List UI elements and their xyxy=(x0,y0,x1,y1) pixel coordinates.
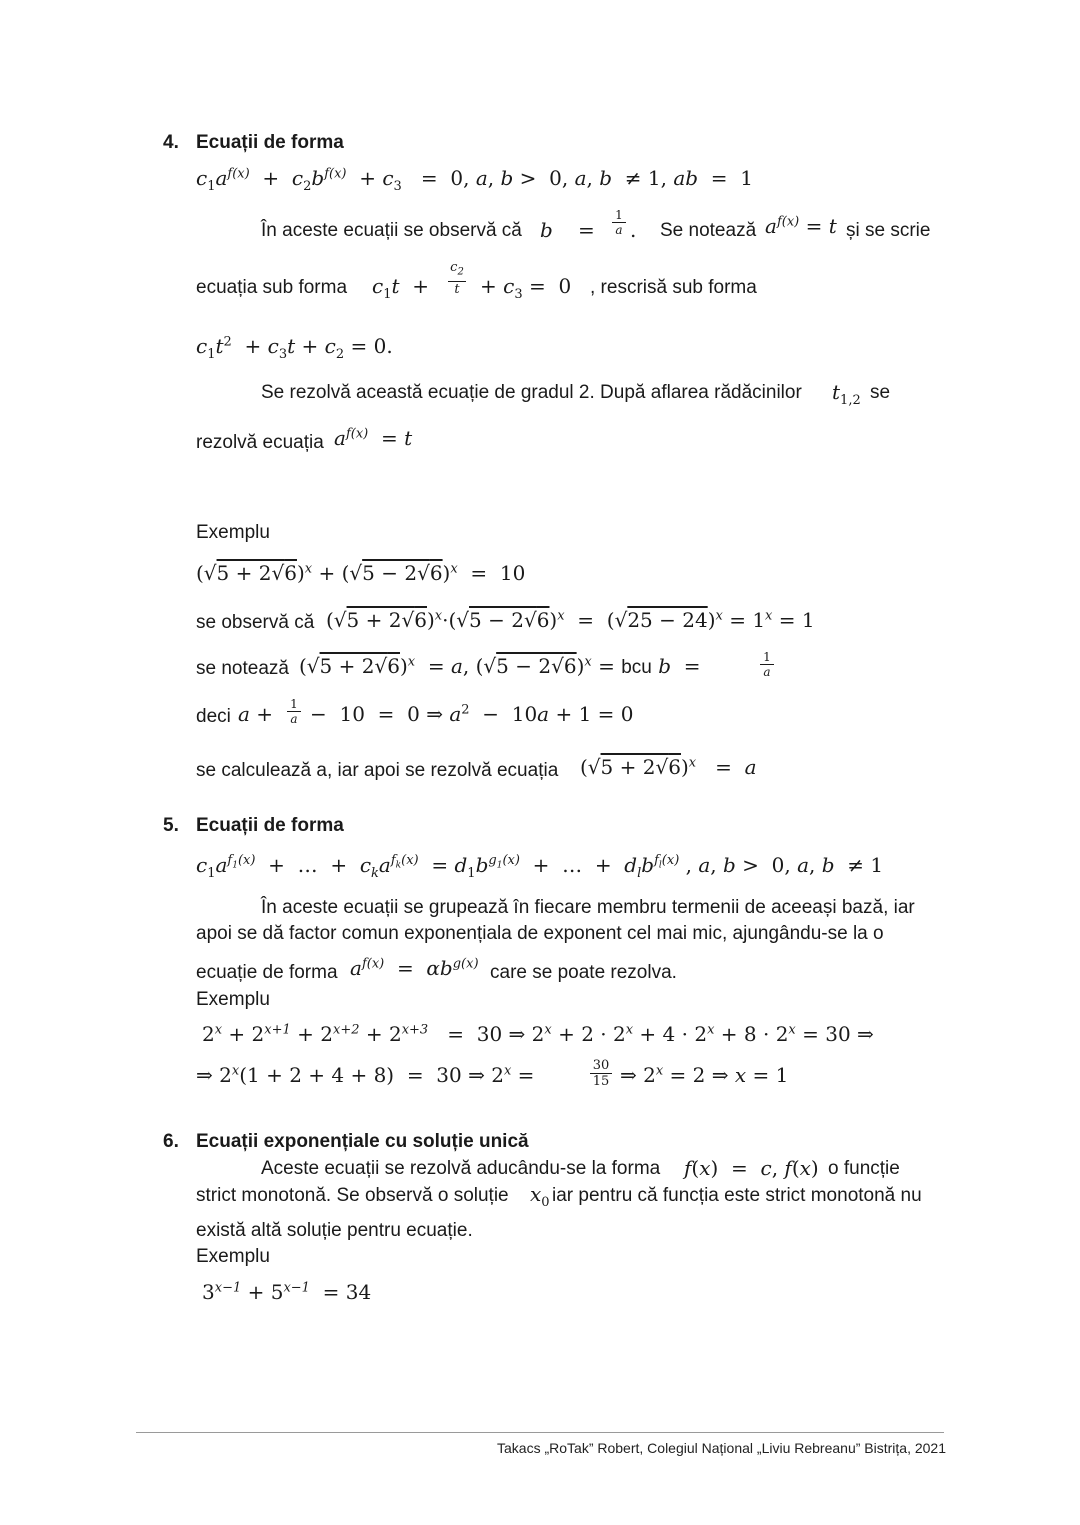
section-4-para3-text-b: se xyxy=(870,382,891,403)
section-5-para3-text-b: care se poate rezolva. xyxy=(490,962,677,983)
section-4-para1-text-c: și se scrie xyxy=(846,220,931,241)
section-6-para2-text-a: strict monotonă. Se observă o soluție xyxy=(196,1185,509,1206)
section-4-math-aft-t: $a^{f(x)} = t$ xyxy=(334,426,413,450)
section-5-para3-text-a: ecuație de forma xyxy=(196,962,338,983)
section-4-para2-text-b: , rescrisă sub forma xyxy=(590,277,757,298)
section-4-bcu-text: bcu xyxy=(621,657,652,678)
section-4-math-c1t: $c_1t$ + xyxy=(372,274,430,302)
section-4-quadratic: $c_1t^2 + c_3t + c_2 = 0$. xyxy=(196,334,393,362)
section-6-math-x0: $x_0$ xyxy=(530,1182,550,1210)
section-6-para1-text-a: Aceste ecuații se rezolvă aducându-se la forma xyxy=(261,1158,661,1179)
section-4-para1-text-b: Se notează xyxy=(660,220,757,241)
section-4-example-eq1: $(√5 + 2√6)^x + (√5 - 2√6)^x = 10$ xyxy=(196,561,526,585)
section-6-para1-text-b: o funcție xyxy=(828,1158,900,1179)
section-4-title: Ecuații de forma xyxy=(196,132,344,153)
section-4-fraction-c2-over-t: $c_2$ t xyxy=(448,260,466,298)
section-4-example-label: Exemplu xyxy=(196,522,270,543)
section-5-example-eq1: $2^x + 2^{x+1} + 2^{x+2} + 2^{x+3} = 30$ ⇒ $2^x + 2 \cdot 2^x + 4 \cdot 2^x + 8 \cdot 2^x = 30$ ⇒ xyxy=(202,1022,874,1046)
section-5-number: 5. xyxy=(163,815,179,836)
section-4-fraction-ex4: 1 a xyxy=(287,697,301,726)
footer-credit: Takacs „RoTak” Robert, Colegiul Național „Liviu Rebreanu” Bistrița, 2021 xyxy=(497,1440,946,1456)
section-4-number: 4. xyxy=(163,132,179,153)
section-4-math-eq: = xyxy=(578,218,595,242)
section-5-title: Ecuații de forma xyxy=(196,815,344,836)
section-4-example-eq4a: a + xyxy=(238,702,274,726)
section-4-example-eq3: $(√5 + 2√6)^x = a$, $(√5 - 2√6)^x$ = bcu b = xyxy=(299,654,701,678)
section-6-example-eq: $3^{x-1} + 5^{x-1} = 34$ xyxy=(202,1280,372,1304)
section-5-para2: apoi se dă factor comun exponențiala de exponent cel mai mic, ajungându-se la o xyxy=(196,923,884,944)
section-5-example-eq2b: ⇒ $2^x = 2$ ⇒ x = 1 xyxy=(620,1063,789,1087)
section-4-example-line5-text: se calculează a, iar apoi se rezolvă ecuația xyxy=(196,760,559,781)
section-4-math-aft: $a^{f(x)} = t$ xyxy=(765,214,837,238)
section-4-fraction-ex3: 1 a xyxy=(760,650,774,679)
section-4-example-eq5: $(√5 + 2√6)^x = a$ xyxy=(580,755,757,779)
section-4-para3-text-a: Se rezolvă această ecuație de gradul 2. După aflarea rădăcinilor xyxy=(261,382,802,403)
section-4-math-c3: + $c_3 = 0$ xyxy=(480,274,572,302)
section-4-example-line4-text: deci xyxy=(196,706,231,727)
section-5-fraction-30-15: 30 15 xyxy=(590,1058,612,1089)
section-4-math-t12: $t_{1,2}$ xyxy=(832,380,861,408)
footer-divider xyxy=(136,1432,944,1433)
section-6-para2-text-b: iar pentru că funcția este strict monotonă nu xyxy=(552,1185,922,1206)
section-4-formula: $c_1a^{f(x)} + c_2b^{f(x)} + c_3 = 0$, a, b > 0, a, b ≠ 1, ab = 1 xyxy=(196,166,753,194)
section-5-para1: În aceste ecuații se grupează în fiecare membru termenii de aceeași bază, iar xyxy=(261,897,915,918)
section-6-number: 6. xyxy=(163,1131,179,1152)
section-5-example-label: Exemplu xyxy=(196,989,270,1010)
section-4-example-line3-text: se notează xyxy=(196,658,289,679)
section-4-para1-text-a: În aceste ecuații se observă că xyxy=(261,220,522,241)
section-6-para3: există altă soluție pentru ecuație. xyxy=(196,1220,473,1241)
section-5-example-eq2a: ⇒ $2^x(1 + 2 + 4 + 8) = 30$ ⇒ $2^x$ = xyxy=(196,1063,535,1087)
section-6-math-form: f(x) = c, f(x) xyxy=(684,1156,819,1180)
section-4-para4-text: rezolvă ecuația xyxy=(196,432,324,453)
section-4-example-eq4b: − 10 = 0 ⇒ $a^2 - 10a + 1 = 0$ xyxy=(310,702,634,726)
section-6-example-label: Exemplu xyxy=(196,1246,270,1267)
section-4-para2-text-a: ecuația sub forma xyxy=(196,277,348,298)
section-5-math-form: $a^{f(x)} = \alpha b^{g(x)}$ xyxy=(350,956,479,980)
section-5-formula: $c_1a^{f_1(x)}$ + … + $c_ka^{f_k(x)} = d_1b^{g_1(x)}$ + … + $d_lb^{f_l(x)}$ , a, b > 0, a, b ≠ 1 xyxy=(196,853,884,881)
section-4-example-line2-text: se observă că xyxy=(196,612,315,633)
section-4-fraction-1-over-a: 1 a xyxy=(612,208,626,237)
section-4-dot: . xyxy=(630,218,637,242)
section-4-math-b: b xyxy=(540,218,553,242)
section-4-example-eq2: $(√5 + 2√6)^x\cdot(√5 - 2√6)^x = (√25 - 24)^x = 1^x = 1$ xyxy=(326,608,815,632)
section-6-title: Ecuații exponențiale cu soluție unică xyxy=(196,1131,529,1152)
